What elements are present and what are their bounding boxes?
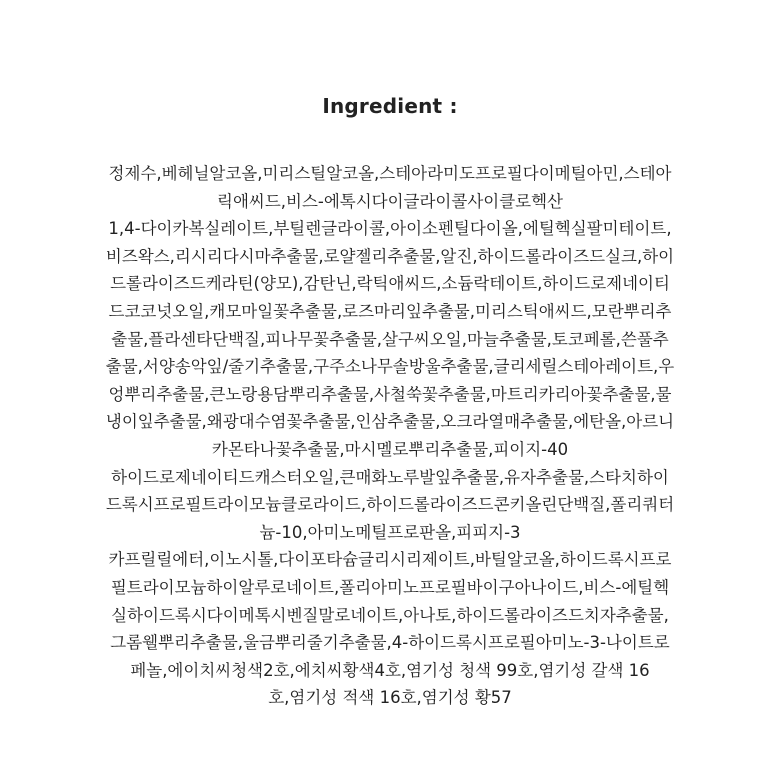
ingredient-line: 비즈왁스,리시리다시마추출물,로얄젤리추출물,알진,하이드롤라이즈드실크,하이 <box>105 246 675 266</box>
ingredient-line: 1,4-다이카복실레이트,부틸렌글라이콜,아이소펜틸다이올,에틸헥실팔미테이트, <box>108 219 672 239</box>
ingredient-line: 냉이잎추출물,왜광대수염꽃추출물,인삼추출물,오크라열매추출물,에탄올,아르니 <box>105 412 675 432</box>
ingredient-line: 호,염기성 적색 16호,염기성 황57 <box>268 688 512 708</box>
ingredient-line: 릭애씨드,비스-에톡시다이글라이콜사이클로헥산 <box>217 191 563 211</box>
ingredient-line: 하이드로제네이티드캐스터오일,큰매화노루발잎추출물,유자추출물,스타치하이 <box>111 467 669 487</box>
ingredient-line: 페놀,에이치씨청색2호,에치씨황색4호,염기성 청색 99호,염기성 갈색 16 <box>130 660 650 680</box>
ingredient-line: 엉뿌리추출물,큰노랑용담뿌리추출물,사철쑥꽃추출물,마트리카리아꽃추출물,물 <box>108 384 672 404</box>
ingredient-line: 늄-10,아미노메틸프로판올,피피지-3 <box>259 522 521 542</box>
ingredient-line: 실하이드록시다이메톡시벤질말로네이트,아나토,하이드롤라이즈드치자추출물, <box>111 605 669 625</box>
ingredient-list <box>40 160 740 712</box>
ingredient-line: 카프릴릴에터,이노시톨,다이포타슘글리시리제이트,바틸알코올,하이드록시프로 <box>108 550 672 570</box>
ingredient-line: 출물,서양송악잎/줄기추출물,구주소나무솔방울추출물,글리세릴스테아레이트,우 <box>105 357 675 377</box>
ingredient-line: 출물,플라센타단백질,피나무꽃추출물,살구씨오일,마늘추출물,토코페롤,쓴풀추 <box>111 329 669 349</box>
ingredient-line: 드코코넛오일,캐모마일꽃추출물,로즈마리잎추출물,미리스틱애씨드,모란뿌리추 <box>108 301 672 321</box>
ingredient-line: 정제수,베헤닐알코올,미리스틸알코올,스테아라미도프로필다이메틸아민,스테아 <box>108 164 672 183</box>
page-title: Ingredient : <box>322 94 458 118</box>
ingredient-line: 필트라이모늄하이알루로네이트,폴리아미노프로필바이구아나이드,비스-에틸헥 <box>110 577 670 597</box>
ingredient-line: 카몬타나꽃추출물,마시멜로뿌리추출물,피이지-40 <box>211 439 569 459</box>
ingredient-line: 드록시프로필트라이모늄클로라이드,하이드롤라이즈드콘키올린단백질,폴리쿼터 <box>105 495 675 515</box>
ingredient-line: 그롬웰뿌리추출물,울금뿌리줄기추출물,4-하이드록시프로필아미노-3-나이트로 <box>110 633 670 653</box>
ingredient-line: 드롤라이즈드케라틴(양모),감탄닌,락틱애씨드,소듐락테이트,하이드로제네이티 <box>110 274 670 294</box>
